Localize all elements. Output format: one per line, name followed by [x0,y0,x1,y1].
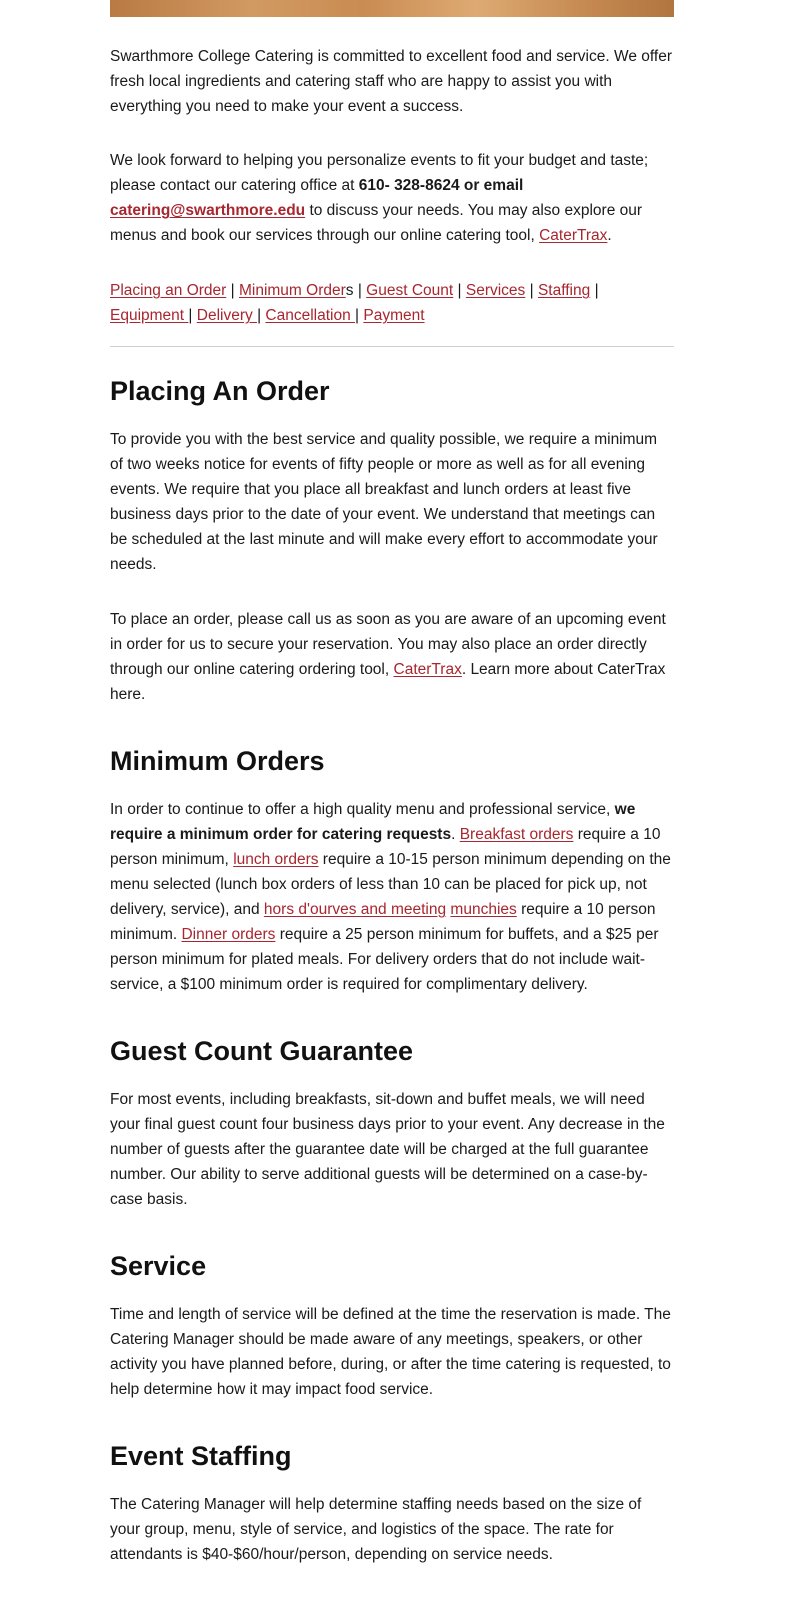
link-separator: | [257,307,262,324]
service-paragraph: Time and length of service will be defined at the time the reservation is made. The Catering Manager should be made aware of any meetings, speakers, or other activity you have planned before, during, or after the time catering is requested, to help determine how it may impact food service. [110,1306,671,1398]
link-guest-count[interactable]: Guest Count [366,282,454,299]
contact-text-end: . [607,227,612,244]
minimum-text-2: . [451,826,460,843]
lunch-orders-link[interactable]: lunch orders [233,851,319,868]
link-minimum-suffix: s [345,282,354,299]
dinner-orders-link[interactable]: Dinner orders [181,926,276,943]
link-separator: | [355,307,360,324]
link-payment[interactable]: Payment [363,307,425,324]
phone-number: 610- 328-8624 or email [358,177,524,194]
placing-paragraph-1: To provide you with the best service and quality possible, we require a minimum of two weeks notice for events of fifty people or more as well as for all evening events. We require that you place all breakfast and lunch orders at least five business days prior to the date of your event. We understand that meetings can be scheduled at the last minute and will make every effort to accommodate your needs. [110,431,658,573]
staffing-paragraph: The Catering Manager will help determine staffing needs based on the size of your group, menu, style of service, and logistics of the space. The rate for attendants is $40-$60/hour/person, depending on service needs. [110,1496,642,1563]
quick-links-nav [110,278,674,328]
hero-image [110,0,674,17]
placing-text-end: . Learn more about CaterTrax here. [110,661,666,703]
heading-guest-count: Guest Count Guarantee [110,1036,414,1066]
main-content [110,44,674,1597]
intro-paragraph: Swarthmore College Catering is committed to excellent food and service. We offer fresh local ingredients and catering staff who are happy to assist you with everything you need to make your event a success. [110,48,672,115]
minimum-text-6: require a 10 person minimum. [110,901,656,943]
link-delivery[interactable]: Delivery [196,307,258,324]
contact-text: We look forward to helping you personalize events to fit your budget and taste; please contact our catering office at [110,152,649,194]
minimum-text-4: require a 10-15 person minimum depending on the menu selected (lunch box orders of less than 10 can be placed for pick up, not delivery, service), and [110,851,671,918]
hors-doeuvres-link[interactable]: hors d'ourves and meeting [263,901,447,918]
catertrax-link[interactable]: CaterTrax [539,227,608,244]
link-separator: | [230,282,235,299]
breakfast-orders-link[interactable]: Breakfast orders [459,826,574,843]
placing-text: To place an order, please call us as soon as you are aware of an upcoming event in order for us to secure your reservation. You may also place an order directly through our online catering ordering tool, [110,611,666,678]
heading-placing-order: Placing An Order [110,376,330,406]
link-separator: | [529,282,534,299]
catertrax-link-2[interactable]: CaterTrax [393,661,462,678]
link-staffing[interactable]: Staffing [537,282,591,299]
contact-text-2: to discuss your needs. You may also explore our menus and book our services through our online catering tool, [110,202,643,244]
email-link[interactable]: catering@swarthmore.edu [110,202,306,219]
link-separator: | [357,282,362,299]
minimum-text-1: In order to continue to offer a high quality menu and professional service, [110,801,615,818]
link-separator: | [188,307,193,324]
link-separator: | [594,282,599,299]
minimum-paragraph [110,797,674,997]
divider [110,346,674,347]
link-cancellation[interactable]: Cancellation [265,307,356,324]
guest-paragraph: For most events, including breakfasts, sit-down and buffet meals, we will need your final guest count four business days prior to your event. Any decrease in the number of guests after the guarantee date will be charged at the full guarantee number. Our ability to serve additional guests will be determined on a case-by-case basis. [110,1091,665,1208]
link-services[interactable]: Services [465,282,526,299]
placing-paragraph-2 [110,607,674,707]
minimum-text-7: require a 25 person minimum for buffets, and a $25 per person minimum for plated meals. For delivery orders that do not include wait-service, a $100 minimum order is required for complimentary delivery. [110,926,659,993]
heading-minimum-orders: Minimum Orders [110,746,325,776]
munchies-link[interactable]: munchies [450,901,517,918]
link-separator: | [457,282,462,299]
heading-service: Service [110,1251,207,1281]
heading-event-staffing: Event Staffing [110,1441,292,1471]
link-equipment[interactable]: Equipment [110,307,189,324]
minimum-text-3: require a 10 person minimum, [110,826,661,868]
contact-paragraph [110,148,674,248]
link-minimum-orders[interactable]: Minimum Order [238,282,346,299]
minimum-bold-text: we require a minimum order for catering requests [110,801,636,843]
link-placing-order[interactable]: Placing an Order [110,282,227,299]
